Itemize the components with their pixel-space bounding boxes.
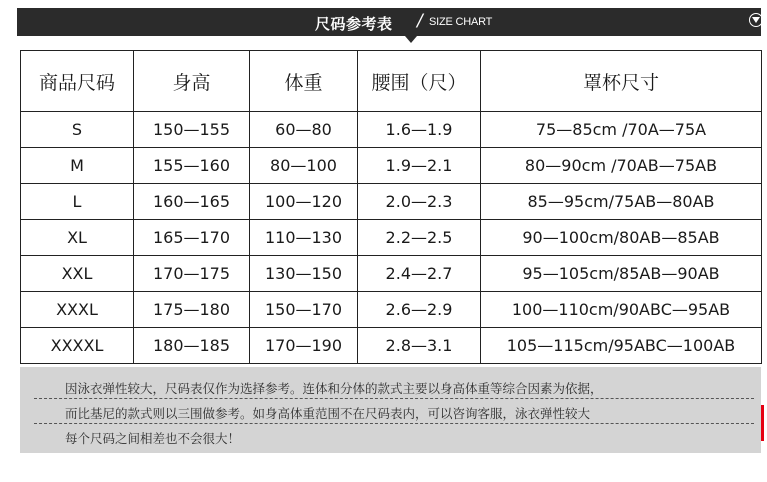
height-cell: 180—185 [134,328,250,364]
table-row [21,148,762,184]
cup-cell: 100—110cm/90ABC—95AB [481,292,762,328]
waist-cell: 2.2—2.5 [358,220,481,256]
height-cell: 155—160 [134,148,250,184]
cup-cell: 85—95cm/75AB—80AB [481,184,762,220]
note-line: 每个尺码之间相差也不会很大！ [65,431,241,446]
cup-cell: 90—100cm/80AB—85AB [481,220,762,256]
height-cell: 175—180 [134,292,250,328]
height-cell: 165—170 [134,220,250,256]
waist-cell: 2.6—2.9 [358,292,481,328]
size-cell: XXL [21,256,134,292]
note-divider [34,398,754,399]
col-header-size: 商品尺码 [21,51,134,112]
chart-title: 尺码参考表 [315,15,393,33]
table-row [21,112,762,148]
note-line: 而比基尼的款式则以三围做参考。如身高体重范围不在尺码表内，可以咨询客服，泳衣弹性较大 [65,406,591,421]
weight-cell: 150—170 [250,292,358,328]
note-divider [34,423,754,424]
table-header-row [21,51,762,112]
waist-cell: 1.9—2.1 [358,148,481,184]
title-separator: / [417,11,423,31]
col-header-cup: 罩杯尺寸 [481,51,762,112]
table-row [21,256,762,292]
header-bar [17,8,761,36]
waist-cell: 1.6—1.9 [358,112,481,148]
weight-cell: 130—150 [250,256,358,292]
col-header-weight: 体重 [250,51,358,112]
edge-accent-mark [761,405,764,441]
size-note-box [20,367,761,453]
chart-subtitle: SIZE CHART [429,16,493,28]
cup-cell: 105—115cm/95ABC—100AB [481,328,762,364]
note-line: 因泳衣弹性较大，尺码表仅作为选择参考。连体和分体的款式主要以身高体重等综合因素为依据， [65,381,603,396]
col-header-waist: 腰围（尺） [358,51,481,112]
cup-cell: 75—85cm /70A—75A [481,112,762,148]
weight-cell: 170—190 [250,328,358,364]
waist-cell: 2.0—2.3 [358,184,481,220]
table-row [21,220,762,256]
waist-cell: 2.4—2.7 [358,256,481,292]
height-cell: 160—165 [134,184,250,220]
size-cell: XL [21,220,134,256]
size-table [20,50,762,364]
table-row [21,328,762,364]
size-cell: S [21,112,134,148]
cup-cell: 95—105cm/85AB—90AB [481,256,762,292]
table-row [21,184,762,220]
size-cell: M [21,148,134,184]
header-notch [405,36,417,43]
weight-cell: 100—120 [250,184,358,220]
size-cell: L [21,184,134,220]
chevron-down-circle-icon[interactable] [749,13,763,27]
size-cell: XXXXL [21,328,134,364]
cup-cell: 80—90cm /70AB—75AB [481,148,762,184]
weight-cell: 110—130 [250,220,358,256]
height-cell: 150—155 [134,112,250,148]
waist-cell: 2.8—3.1 [358,328,481,364]
weight-cell: 80—100 [250,148,358,184]
weight-cell: 60—80 [250,112,358,148]
height-cell: 170—175 [134,256,250,292]
size-cell: XXXL [21,292,134,328]
table-row [21,292,762,328]
col-header-height: 身高 [134,51,250,112]
